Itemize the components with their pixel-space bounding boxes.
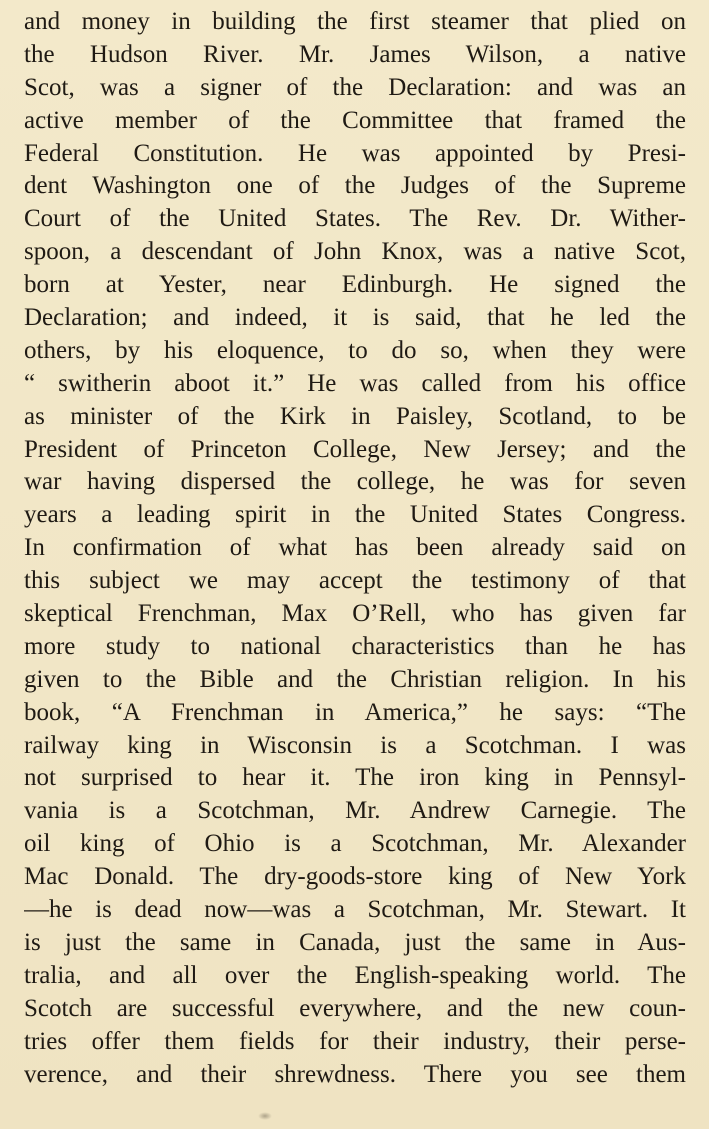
text-line: railway king in Wisconsin is a Scotchman. I was bbox=[24, 731, 686, 759]
text-line: verence, and their shrewdness. There you see them bbox=[24, 1060, 686, 1088]
text-line: Declaration; and indeed, it is said, that he led the bbox=[24, 304, 686, 332]
text-line: tries offer them fields for their industry, their perse- bbox=[24, 1027, 686, 1055]
text-line: President of Princeton College, New Jersey; and the bbox=[24, 435, 686, 463]
text-line: others, by his eloquence, to do so, when they were bbox=[24, 336, 686, 364]
text-line: vania is a Scotchman, Mr. Andrew Carnegie. The bbox=[24, 797, 686, 825]
text-line: is just the same in Canada, just the same in Aus- bbox=[24, 928, 686, 956]
text-line: skeptical Frenchman, Max O’Rell, who has given far bbox=[24, 600, 686, 628]
text-line: this subject we may accept the testimony of that bbox=[24, 567, 686, 595]
text-line: Scot, was a signer of the Declaration: and was an bbox=[24, 73, 686, 101]
text-line: as minister of the Kirk in Paisley, Scotland, to be bbox=[24, 402, 686, 430]
text-line: “ switherin aboot it.” He was called from his office bbox=[24, 369, 686, 397]
text-line: oil king of Ohio is a Scotchman, Mr. Alexander bbox=[24, 830, 686, 858]
text-line: war having dispersed the college, he was for seven bbox=[24, 468, 686, 496]
text-line: Scotch are successful everywhere, and the new coun- bbox=[24, 994, 686, 1022]
text-line: and money in building the first steamer that plied on bbox=[24, 8, 686, 35]
text-line: more study to national characteristics than he has bbox=[24, 632, 686, 660]
text-line: active member of the Committee that framed the bbox=[24, 106, 686, 134]
text-line: years a leading spirit in the United States Congress. bbox=[24, 501, 686, 529]
text-line: Mac Donald. The dry-goods-store king of New York bbox=[24, 863, 686, 891]
text-line: tralia, and all over the English-speaking world. The bbox=[24, 961, 686, 989]
text-line: Federal Constitution. He was appointed by Presi- bbox=[24, 139, 686, 167]
body-text bbox=[24, 6, 686, 1091]
text-line: Court of the United States. The Rev. Dr. Wither- bbox=[24, 205, 686, 233]
text-line: the Hudson River. Mr. James Wilson, a native bbox=[24, 40, 686, 68]
text-line: —he is dead now—was a Scotchman, Mr. Stewart. It bbox=[24, 896, 686, 924]
text-line: born at Yester, near Edinburgh. He signed the bbox=[24, 271, 686, 299]
text-line: spoon, a descendant of John Knox, was a native Scot, bbox=[24, 238, 686, 266]
text-line: In confirmation of what has been already said on bbox=[24, 534, 686, 562]
print-smudge bbox=[258, 1112, 272, 1120]
text-line: book, “A Frenchman in America,” he says: “The bbox=[24, 698, 686, 726]
text-line: not surprised to hear it. The iron king in Pennsyl- bbox=[24, 764, 686, 792]
text-line: dent Washington one of the Judges of the Supreme bbox=[24, 172, 686, 200]
text-line: given to the Bible and the Christian religion. In his bbox=[24, 665, 686, 693]
